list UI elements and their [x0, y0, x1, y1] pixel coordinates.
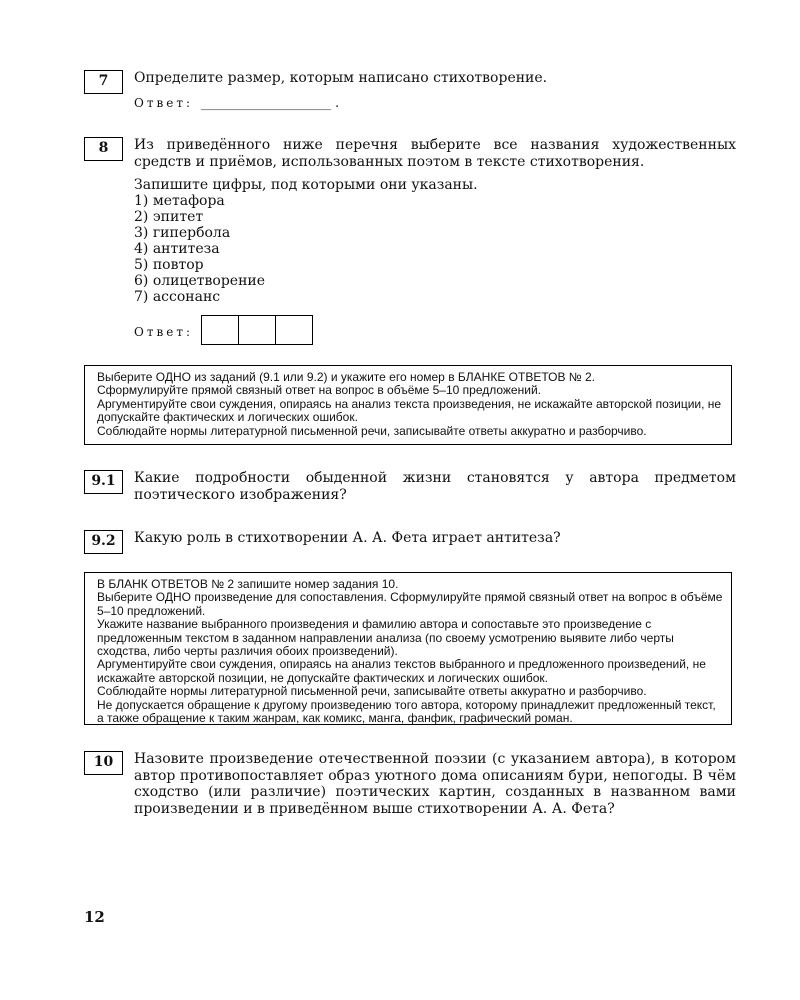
list-item: 3) гипербола — [134, 225, 231, 241]
instruction-line: Выберите ОДНО из заданий (9.1 или 9.2) и укажите его номер в БЛАНКЕ ОТВЕТОВ № 2. — [97, 370, 595, 384]
task-question: Какие подробности обыденной жизни становятся у автора предметом поэтического изображения? — [134, 470, 736, 503]
answer-period: . — [335, 96, 340, 111]
instruction-line: Сформулируйте прямой связный ответ на вопрос в объёме 5–10 предложений. — [97, 383, 541, 398]
instruction-line: Соблюдайте нормы литературной письменной речи, записывайте ответы аккуратно и разборчиво. — [97, 684, 647, 699]
answer-cell[interactable] — [275, 315, 313, 345]
task-7 — [84, 70, 736, 114]
task-9-1 — [84, 470, 736, 510]
instruction-box — [84, 572, 732, 725]
instruction-line: Аргументируйте свои суждения, опираясь на анализ текстов выбранного и предложенного произведений, не искажайте авторской позиции, не допускайте фактических и логических ошибок. — [97, 657, 706, 685]
task-9-2 — [84, 530, 736, 554]
list-item: 4) антитеза — [134, 241, 220, 257]
task-number: 10 — [84, 751, 123, 775]
options-list — [134, 193, 265, 305]
instruction-line: Аргументируйте свои суждения, опираясь на анализ текста произведения, не искажайте авторской позиции, не допускайте фактических и логических ошибок. — [97, 396, 722, 425]
answer-label: Ответ: — [134, 325, 194, 339]
instruction-line: Не допускается обращение к другому произведению того автора, которому принадлежит предложенный текст, а также обращение к таким жанрам, как комикс, манга, фанфик, графический роман. — [97, 697, 716, 726]
task-question: Назовите произведение отечественной поэзии (с указанием автора), в котором автор противопоставляет образ уютного дома описаниям бури, непогоды. В чём сходство (или различие) поэтических картин, созданных в названном вами произведении и в приведённом выше стихотворении А. А. Фета? — [134, 751, 736, 817]
instruction-box — [84, 365, 732, 445]
instruction-line: Соблюдайте нормы литературной письменной речи, записывайте ответы аккуратно и разборчиво. — [97, 423, 647, 438]
answer-label: Ответ: — [134, 96, 194, 110]
answer-blank[interactable]: ____________________ — [201, 96, 332, 111]
task-10 — [84, 751, 736, 821]
answer-line — [134, 94, 339, 112]
list-item: 2) эпитет — [134, 209, 204, 225]
list-item: 6) олицетворение — [134, 273, 266, 289]
instruction-line: В БЛАНК ОТВЕТОВ № 2 запишите номер задания 10. — [97, 577, 399, 591]
list-item: 5) повтор — [134, 257, 204, 273]
task-number: 9.1 — [84, 470, 123, 494]
answer-cell[interactable] — [238, 315, 276, 345]
task-number: 8 — [84, 137, 123, 161]
answer-grid — [201, 315, 313, 345]
task-instruction: Запишите цифры, под которыми они указаны. — [134, 177, 478, 193]
list-item: 1) метафора — [134, 193, 225, 209]
page-number: 12 — [84, 908, 105, 926]
instruction-line: Выберите ОДНО произведение для сопоставления. Сформулируйте прямой связный ответ на вопрос в объёме 5–10 предложений. — [97, 590, 723, 618]
task-question: Какую роль в стихотворении А. А. Фета играет антитеза? — [134, 530, 561, 546]
answer-line — [134, 323, 193, 341]
task-number: 7 — [84, 70, 123, 94]
task-question: Из приведённого ниже перечня выберите все названия художественных средств и приёмов, использованных поэтом в тексте стихотворения. — [134, 137, 736, 170]
task-question: Определите размер, которым написано стихотворение. — [134, 70, 548, 86]
task-8 — [84, 137, 736, 347]
answer-cell[interactable] — [201, 315, 239, 345]
task-number: 9.2 — [84, 530, 123, 554]
instruction-line: Укажите название выбранного произведения и фамилию автора и сопоставьте это произведение с предложенным текстом в заданном направлении анализа (по своему усмотрению выявите либо черты сходства, либо черты различия обоих произведений). — [97, 617, 674, 659]
list-item: 7) ассонанс — [134, 289, 221, 305]
